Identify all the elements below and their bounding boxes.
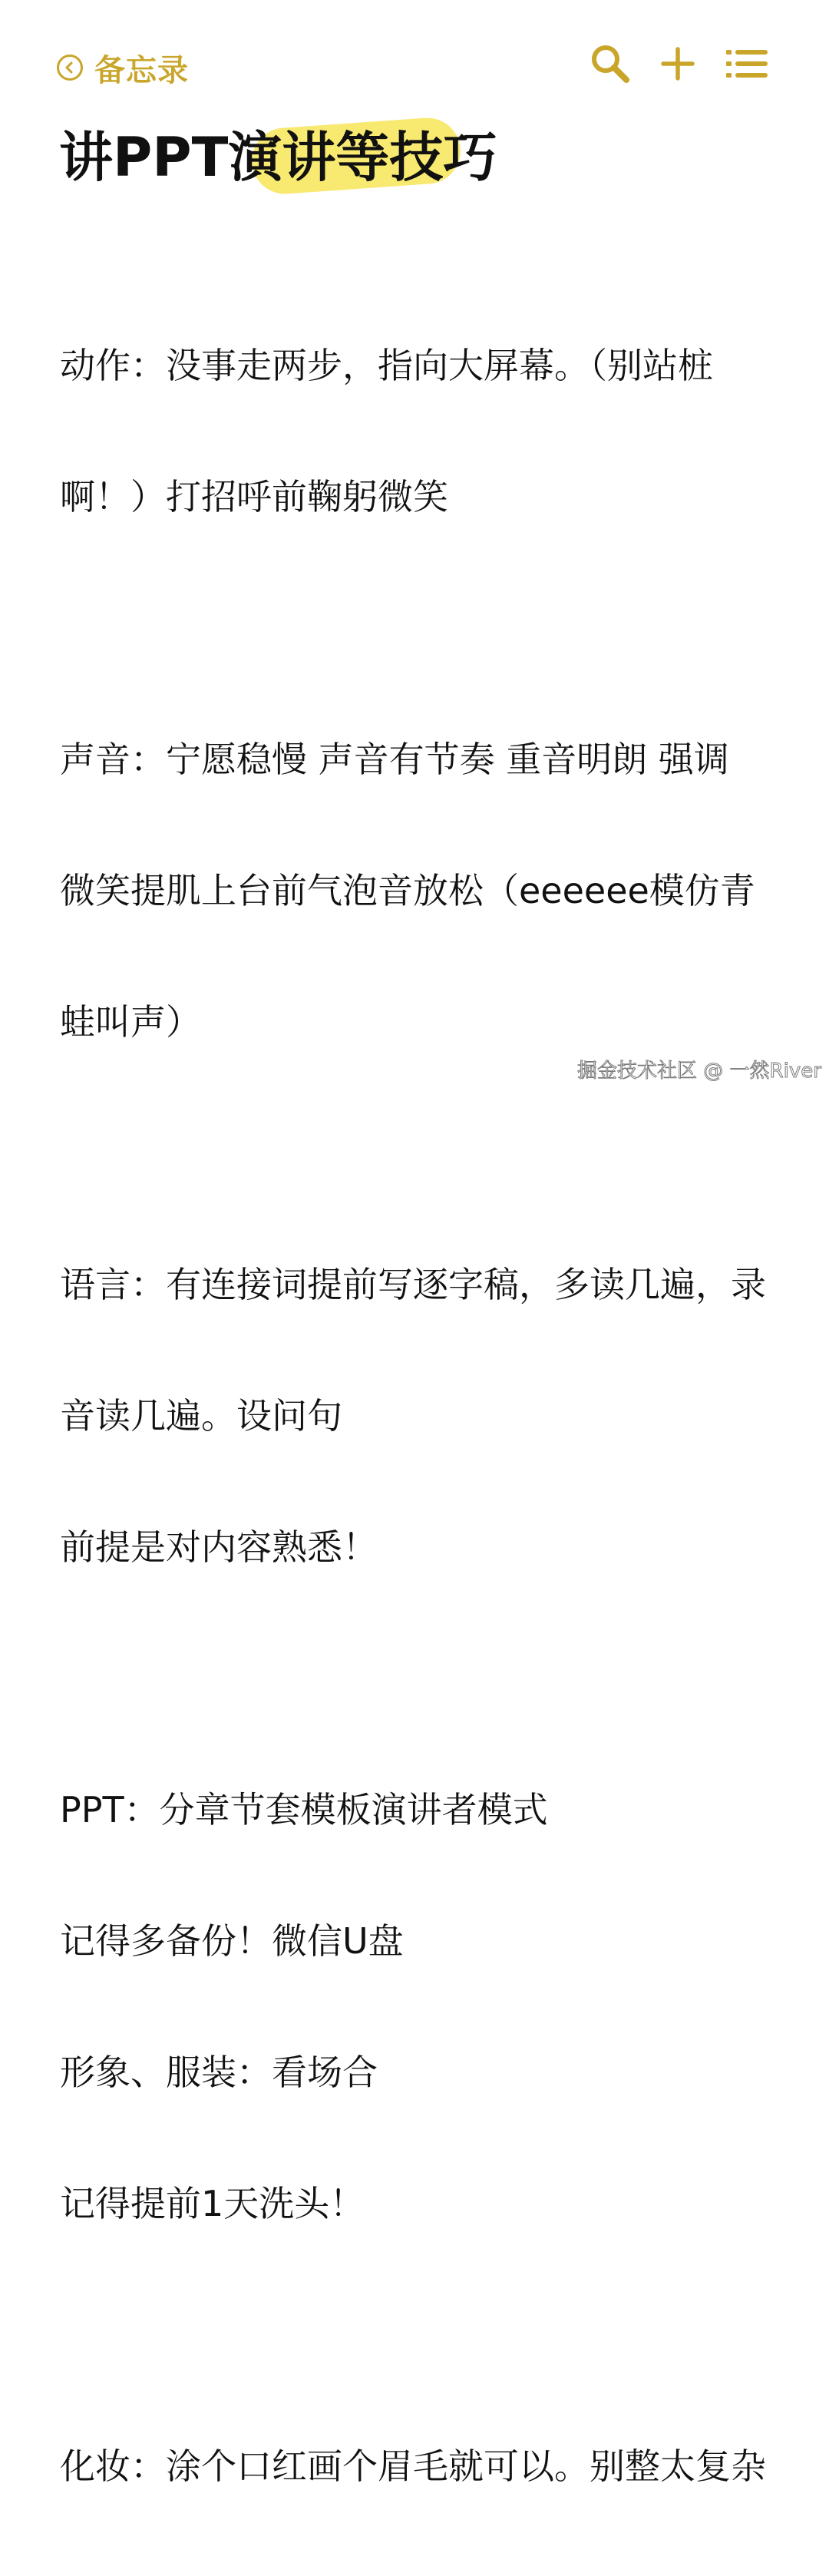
back-button[interactable] [57,46,189,89]
text-line: 声音：宁愿稳慢 声音有节奏 重音明朗 强调 [60,739,729,780]
blank-line [60,1657,797,1701]
chevron-left-icon [57,55,83,81]
text-line: 啊！）打招呼前鞠躬微笑 [60,476,448,518]
paragraph-actions [60,256,797,607]
text-line: 动作：没事走两步，指向大屏幕。（别站桩 [60,345,713,386]
text-line: PPT：分章节套模板演讲者模式 [60,1789,548,1830]
text-line: 前提是对内容熟悉！ [60,1526,378,1568]
text-line: 微笑提肌上台前气泡音放松（eeeeee模仿青 [60,870,755,911]
list-icon [724,45,770,85]
note-title [59,123,497,192]
add-note-button[interactable] [655,42,701,88]
text-line: 记得多备份！微信U盘 [60,1920,404,1962]
text-line: 音读几遍。设问句 [60,1395,342,1437]
note-title-text: 讲PPT演讲等技巧 [59,126,497,189]
text-line: 记得提前1天洗头！ [60,2183,365,2224]
menu-button[interactable] [724,42,770,88]
text-line: 化妆：涂个口红画个眉毛就可以。别整太复杂 [60,2445,766,2487]
text-line: 语言：有连接词提前写逐字稿，多读几遍，录 [60,1264,766,1305]
top-bar [0,0,829,134]
blank-line [60,2313,797,2357]
search-button[interactable] [587,42,633,88]
blank-line [60,607,797,650]
paragraph-makeup [60,2357,797,2576]
text-line: 蛙叫声） [60,1001,201,1043]
paragraph-ppt [60,1701,797,2313]
back-label: 备忘录 [94,52,189,88]
watermark: 掘金技术社区 @ 一然River [577,1060,821,1083]
search-icon [589,42,632,88]
paragraph-language [60,1176,797,1657]
blank-line [60,1132,797,1176]
text-line: 形象、服装：看场合 [60,2052,378,2093]
note-body[interactable] [60,256,797,2576]
plus-icon [659,45,696,85]
